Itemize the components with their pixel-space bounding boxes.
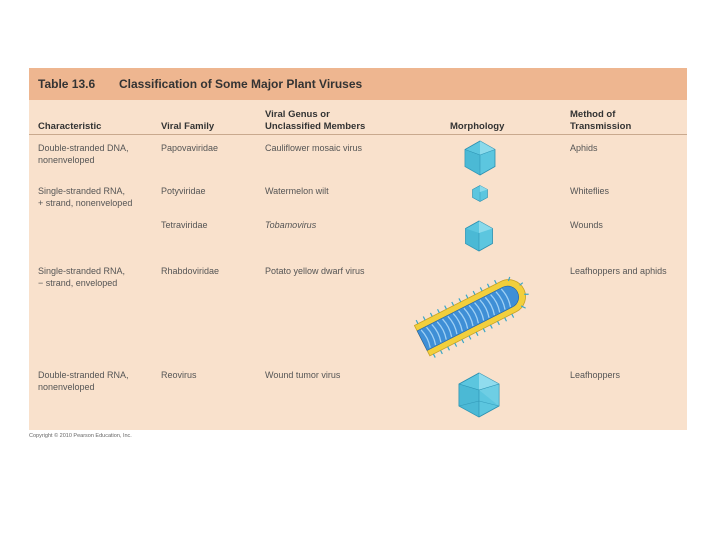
- characteristic-cell: [38, 143, 129, 166]
- characteristic-line: Single-stranded RNA,: [38, 186, 126, 196]
- characteristic-line: − strand, enveloped: [38, 277, 118, 288]
- characteristic-cell: [38, 266, 125, 289]
- table-panel: [29, 68, 687, 430]
- genus-cell: Tobamovirus: [265, 220, 317, 230]
- genus-cell: Potato yellow dwarf virus: [265, 266, 365, 276]
- enveloped-helical-virion-icon: [407, 268, 537, 358]
- characteristic-line: + strand, nonenveloped: [38, 197, 133, 208]
- table-title: Classification of Some Major Plant Viruses: [119, 77, 363, 91]
- characteristic-cell: [38, 370, 129, 393]
- transmission-cell: Leafhoppers and aphids: [570, 266, 667, 276]
- characteristic-line: nonenveloped: [38, 381, 95, 392]
- copyright-notice: Copyright © 2010 Pearson Education, Inc.: [29, 433, 132, 439]
- family-cell: Reovirus: [161, 370, 197, 380]
- header-transmission: [570, 109, 631, 133]
- family-cell: Potyviridae: [161, 186, 206, 196]
- genus-cell: Watermelon wilt: [265, 186, 329, 196]
- small-icosahedral-virion-icon: [472, 185, 488, 202]
- header-viral-genus-line1: Viral Genus or: [265, 109, 330, 120]
- icosahedral-virion-icon: [463, 140, 497, 176]
- header-characteristic: Characteristic: [38, 121, 102, 132]
- genus-cell: Cauliflower mosaic virus: [265, 143, 363, 153]
- characteristic-line: Single-stranded RNA,: [38, 266, 126, 276]
- characteristic-line: Double-stranded RNA,: [38, 370, 129, 380]
- genus-cell: Wound tumor virus: [265, 370, 341, 380]
- family-cell: Tetraviridae: [161, 220, 208, 230]
- header-viral-family: Viral Family: [161, 121, 215, 132]
- characteristic-line: nonenveloped: [38, 154, 95, 165]
- header-transmission-line1: Method of: [570, 109, 616, 120]
- transmission-cell: Leafhoppers: [570, 370, 621, 380]
- large-icosahedral-virion-icon: [457, 372, 501, 418]
- family-cell: Papovaviridae: [161, 143, 219, 153]
- characteristic-line: Double-stranded DNA,: [38, 143, 129, 153]
- transmission-cell: Aphids: [570, 143, 598, 153]
- characteristic-cell: [38, 186, 132, 209]
- header-viral-genus: [265, 109, 365, 133]
- table-number: Table 13.6: [38, 77, 96, 91]
- header-morphology: Morphology: [450, 121, 505, 132]
- header-viral-genus-line2: Unclassified Members: [265, 121, 366, 132]
- transmission-cell: Whiteflies: [570, 186, 610, 196]
- header-divider: [29, 134, 687, 135]
- transmission-cell: Wounds: [570, 220, 603, 230]
- header-transmission-line2: Transmission: [570, 121, 632, 132]
- family-cell: Rhabdoviridae: [161, 266, 220, 276]
- table-title-bar: [29, 68, 687, 100]
- icosahedral-virion-icon: [464, 220, 494, 252]
